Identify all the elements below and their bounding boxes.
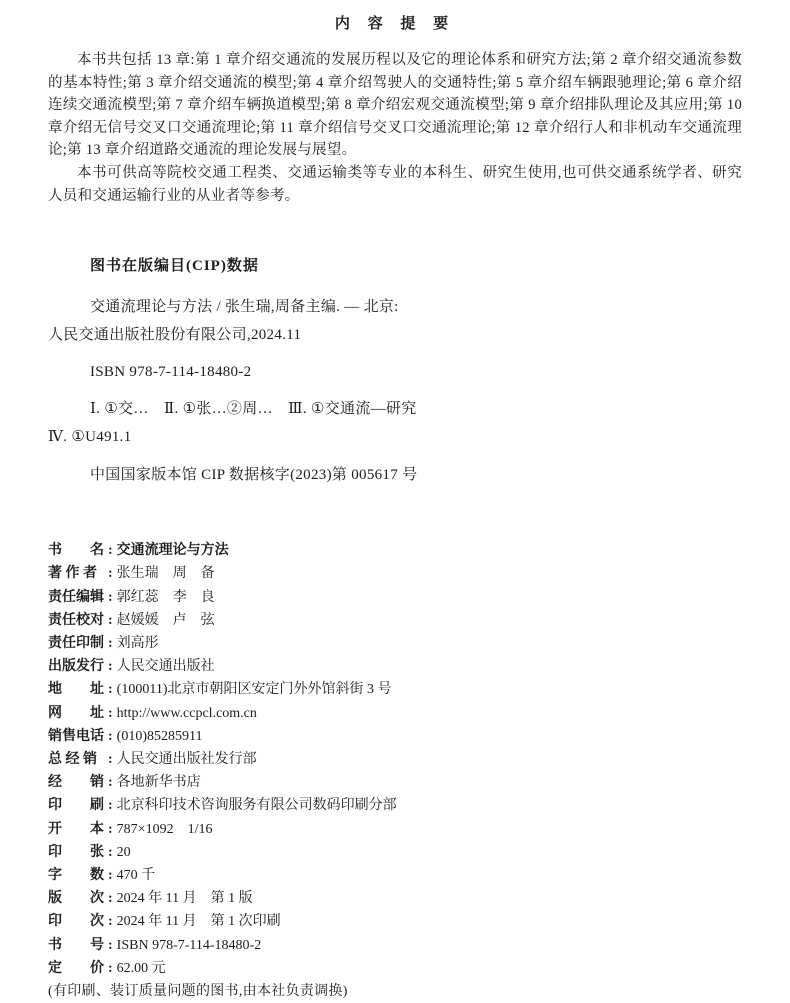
detail-row-print-supervisor: [48, 632, 742, 655]
detail-row-isbn: [48, 934, 742, 957]
detail-colon: :: [108, 798, 113, 814]
detail-row-sheets: [48, 841, 742, 864]
detail-label: 责任编辑: [48, 589, 104, 605]
detail-value: 470 千: [116, 868, 156, 883]
detail-row-sales-phone: [48, 725, 742, 748]
detail-colon: :: [108, 914, 113, 930]
detail-value: http://www.ccpcl.com.cn: [116, 705, 257, 721]
detail-label: 销售电话: [48, 728, 104, 744]
detail-colon: :: [108, 751, 113, 767]
detail-value: 人民交通出版社发行部: [116, 751, 257, 767]
cip-line-classification: Ⅳ. ①U491.1: [48, 429, 132, 446]
detail-value: (100011)北京市朝阳区安定门外外馆斜街 3 号: [116, 682, 392, 698]
detail-label: 地 址: [48, 682, 104, 698]
detail-colon: :: [108, 589, 113, 605]
detail-row-word-count: [48, 864, 742, 887]
detail-colon: :: [108, 891, 113, 907]
quality-notice: (有印刷、装订质量问题的图书,由本社负责调换): [48, 984, 348, 1000]
detail-row-printing: [48, 910, 742, 933]
content-summary: [48, 49, 742, 207]
detail-colon: :: [108, 960, 113, 976]
detail-label: 总 经 销: [48, 751, 97, 767]
detail-value: 人民交通出版社: [116, 659, 215, 675]
detail-row-title: [48, 539, 742, 562]
cip-heading: 图书在版编目(CIP)数据: [90, 258, 259, 275]
detail-row-proofreader: [48, 609, 742, 632]
detail-label: 书 名: [48, 543, 104, 559]
detail-label: 网 址: [48, 705, 104, 721]
detail-label: 定 价: [48, 960, 104, 976]
detail-colon: :: [108, 844, 113, 860]
page-title: 内 容 提 要: [334, 16, 456, 32]
cip-line-classification: Ⅰ. ①交… Ⅱ. ①张…②周… Ⅲ. ①交通流—研究: [90, 401, 417, 418]
summary-paragraph: 本书共包括 13 章:第 1 章介绍交通流的发展历程以及它的理论体系和研究方法;第 2 章介绍交通流参数的基本特性;第 3 章介绍交通流的模型;第 4 章介绍驾驶人的交通特性;第 5 章介绍车辆跟驰理论;第 6 章介绍连续交通流模型;第 7 章介绍车辆换道模型;第 8 章介绍宏观交通流模型;第 9 章介绍排队理论及其应用;第 10 章介绍无信号交叉口交通流理论;第 11 章介绍信号交叉口交通流理论;第 12 章介绍行人和非机动车交通流理论;第 13 章介绍道路交通流的理论发展与展望。: [48, 52, 742, 159]
detail-value: 郭红蕊 李 良: [116, 589, 215, 605]
detail-row-format: [48, 818, 742, 841]
detail-colon: :: [108, 635, 113, 651]
detail-value: 各地新华书店: [116, 775, 201, 791]
detail-label: 出版发行: [48, 659, 104, 675]
detail-value: ISBN 978-7-114-18480-2: [116, 937, 262, 953]
detail-colon: :: [108, 612, 113, 628]
summary-paragraph: 本书可供高等院校交通工程类、交通运输类等专业的本科生、研究生使用,也可供交通系统学者、研究人员和交通运输行业的从业者等参考。: [48, 164, 742, 204]
detail-label: 责任校对: [48, 612, 104, 628]
detail-label: 版 次: [48, 891, 104, 907]
cip-line-registry: 中国国家版本馆 CIP 数据核字(2023)第 005617 号: [90, 467, 418, 484]
detail-value: 2024 年 11 月 第 1 次印刷: [116, 914, 281, 930]
detail-colon: :: [108, 775, 113, 791]
detail-value: 赵媛媛 卢 弦: [116, 612, 215, 628]
detail-label: 印 刷: [48, 798, 104, 814]
detail-label: 书 号: [48, 937, 104, 953]
detail-colon: :: [108, 705, 113, 721]
detail-row-printer: [48, 794, 742, 817]
publication-details: [48, 539, 742, 1003]
detail-colon: :: [108, 566, 113, 582]
detail-row-distributor: [48, 771, 742, 794]
detail-row-editor: [48, 586, 742, 609]
detail-colon: :: [108, 868, 113, 883]
detail-row-price: [48, 957, 742, 980]
detail-colon: :: [108, 728, 113, 744]
detail-value: 张生瑞 周 备: [116, 566, 215, 582]
detail-row-publisher: [48, 655, 742, 678]
detail-colon: :: [108, 659, 113, 675]
detail-label: 著 作 者: [48, 566, 97, 582]
detail-label: 经 销: [48, 775, 104, 791]
detail-colon: :: [108, 543, 113, 559]
detail-colon: :: [108, 821, 113, 837]
detail-row-general-distributor: [48, 748, 742, 771]
cip-block: [48, 254, 742, 489]
cip-line: 交通流理论与方法 / 张生瑞,周备主编. — 北京:: [90, 299, 399, 316]
detail-label: 字 数: [48, 868, 104, 883]
detail-row-website: [48, 702, 742, 725]
detail-row-address: [48, 678, 742, 701]
detail-label: 印 次: [48, 914, 104, 930]
detail-value: 北京科印技术咨询服务有限公司数码印刷分部: [116, 798, 397, 814]
detail-label: 开 本: [48, 821, 104, 837]
detail-value: 20: [116, 844, 131, 860]
detail-value: 62.00 元: [116, 960, 166, 976]
detail-colon: :: [108, 937, 113, 953]
detail-colon: :: [108, 682, 113, 698]
detail-row-authors: [48, 562, 742, 585]
cip-line-isbn: ISBN 978-7-114-18480-2: [90, 364, 252, 381]
detail-label: 印 张: [48, 844, 104, 860]
detail-value: 2024 年 11 月 第 1 版: [116, 891, 253, 907]
detail-value: 交通流理论与方法: [116, 543, 229, 559]
detail-row-edition: [48, 887, 742, 910]
detail-value: 刘高彤: [116, 635, 159, 651]
detail-label: 责任印制: [48, 635, 104, 651]
cip-line: 人民交通出版社股份有限公司,2024.11: [48, 327, 302, 344]
detail-value: (010)85285911: [116, 728, 203, 744]
detail-value: 787×1092 1/16: [116, 821, 213, 837]
